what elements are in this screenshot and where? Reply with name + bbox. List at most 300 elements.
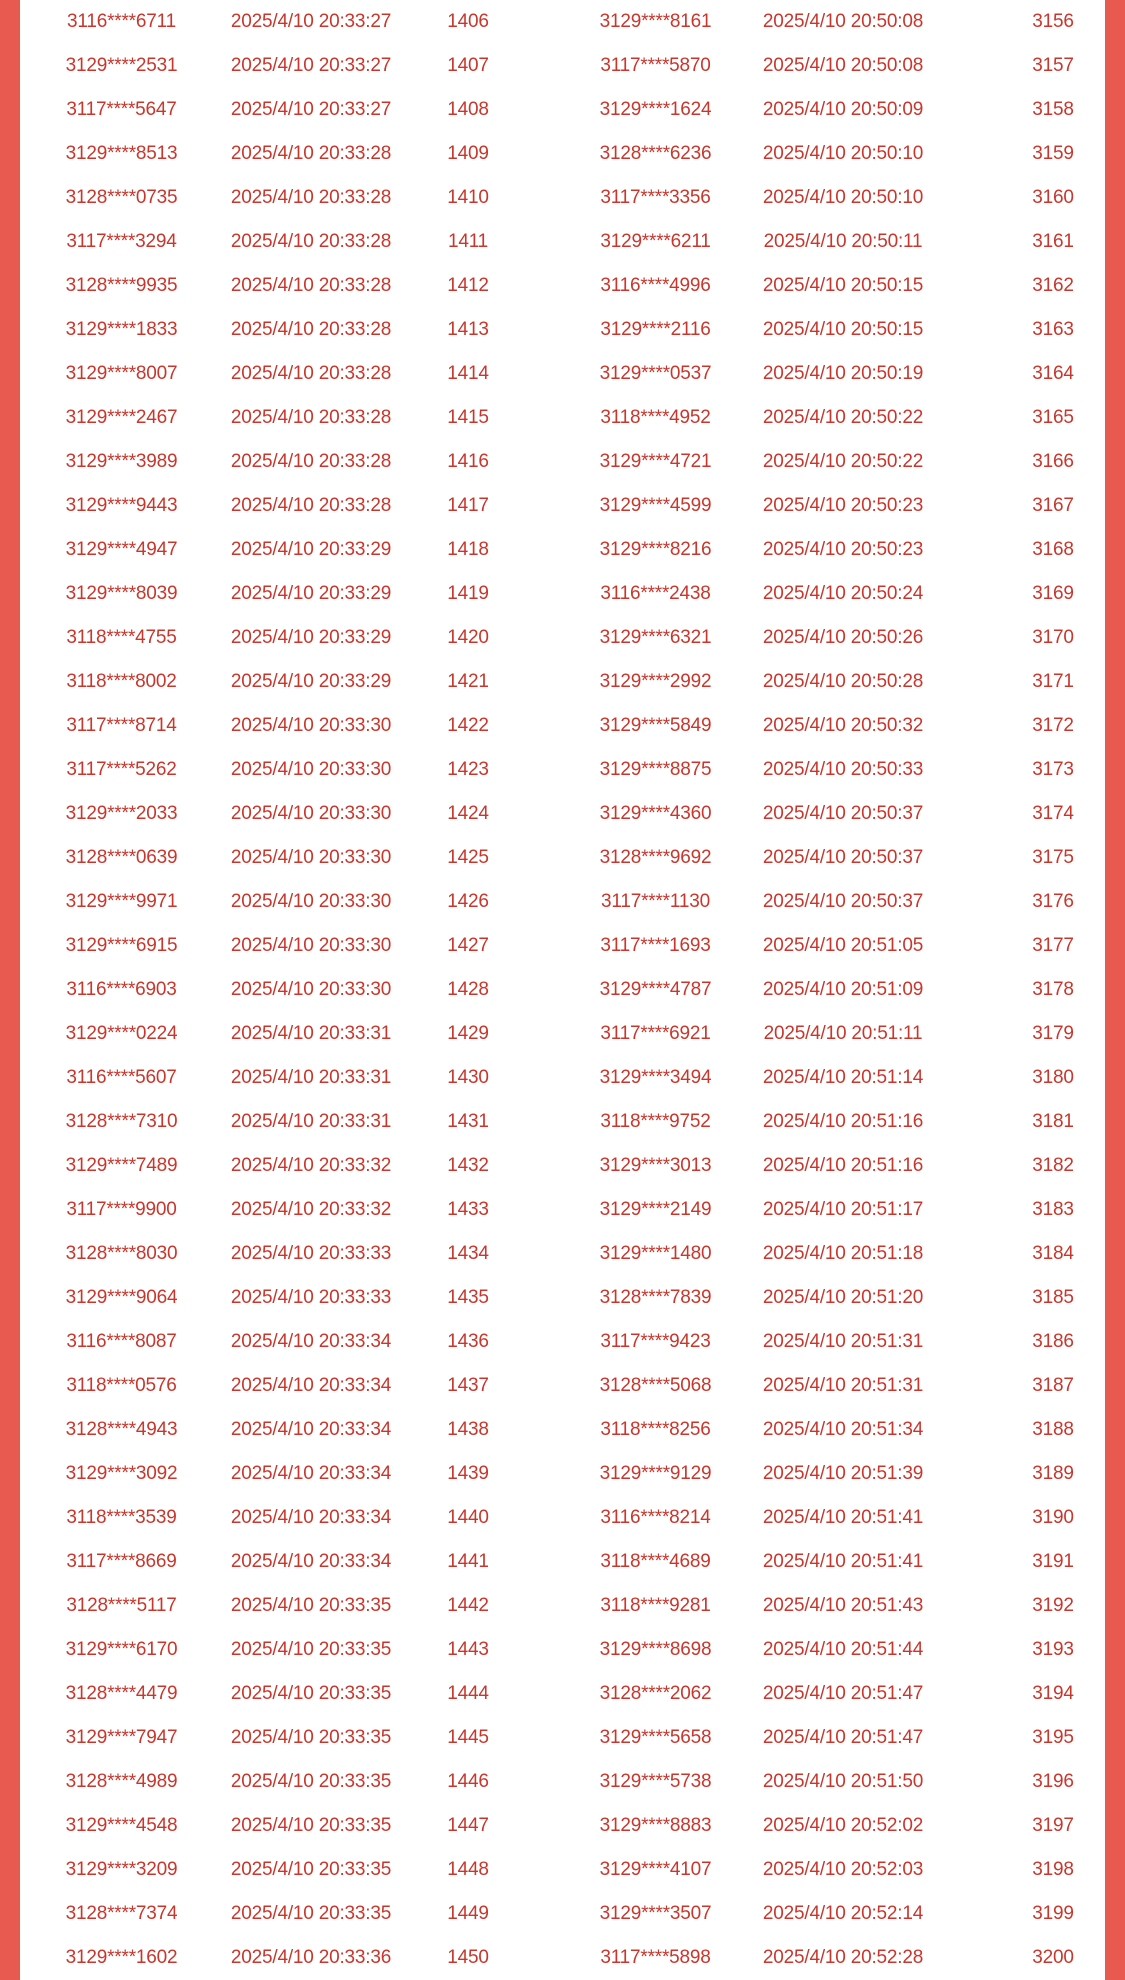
right-user-id: 3129****1480 [599,1243,712,1264]
right-user-id: 3117****9423 [600,1331,711,1352]
left-user-id: 3116****6711 [67,11,176,32]
left-user-id: 3128****8030 [65,1243,178,1264]
left-rank-number: 1425 [447,847,489,868]
table-row [20,836,1105,880]
right-user-id: 3129****4721 [599,451,712,472]
table-row [20,220,1105,264]
right-timestamp: 2025/4/10 20:51:05 [762,935,924,956]
table-row [20,132,1105,176]
left-rank-number: 1424 [447,803,489,824]
table-row [20,660,1105,704]
left-user-id: 3116****6903 [66,979,177,1000]
left-user-id: 3129****4548 [65,1815,178,1836]
left-timestamp: 2025/4/10 20:33:29 [230,583,392,604]
left-user-id: 3117****5647 [66,99,177,120]
left-timestamp: 2025/4/10 20:33:34 [230,1375,392,1396]
table-row [20,1364,1105,1408]
right-timestamp: 2025/4/10 20:51:20 [762,1287,924,1308]
left-rank-number: 1449 [447,1903,489,1924]
left-user-id: 3129****1833 [65,319,178,340]
right-rank-number: 3197 [1032,1815,1074,1836]
left-timestamp: 2025/4/10 20:33:35 [230,1683,392,1704]
table-row [20,572,1105,616]
right-user-id: 3129****6211 [600,231,711,252]
left-user-id: 3129****7947 [65,1727,178,1748]
left-user-id: 3128****5117 [66,1595,177,1616]
right-timestamp: 2025/4/10 20:51:16 [762,1155,924,1176]
right-rank-number: 3185 [1032,1287,1074,1308]
left-timestamp: 2025/4/10 20:33:32 [230,1155,392,1176]
table-row [20,704,1105,748]
left-rank-number: 1413 [447,319,489,340]
right-rank-number: 3162 [1032,275,1074,296]
right-user-id: 3129****3494 [599,1067,712,1088]
right-timestamp: 2025/4/10 20:51:41 [762,1551,924,1572]
right-timestamp: 2025/4/10 20:51:41 [762,1507,924,1528]
left-timestamp: 2025/4/10 20:33:30 [230,979,392,1000]
left-user-id: 3129****6170 [65,1639,178,1660]
left-timestamp: 2025/4/10 20:33:35 [230,1903,392,1924]
left-rank-number: 1410 [447,187,489,208]
table-row [20,1892,1105,1936]
right-user-id: 3129****8698 [599,1639,712,1660]
right-user-id: 3129****4360 [599,803,712,824]
right-timestamp: 2025/4/10 20:50:22 [762,451,924,472]
left-rank-number: 1415 [447,407,489,428]
left-timestamp: 2025/4/10 20:33:31 [230,1023,392,1044]
left-rank-number: 1426 [447,891,489,912]
left-timestamp: 2025/4/10 20:33:31 [230,1067,392,1088]
right-rank-number: 3180 [1032,1067,1074,1088]
results-card [20,0,1105,1980]
right-user-id: 3129****2992 [599,671,712,692]
right-user-id: 3129****0537 [599,363,712,384]
table-row [20,352,1105,396]
right-user-id: 3117****5870 [600,55,711,76]
right-timestamp: 2025/4/10 20:52:14 [762,1903,924,1924]
left-timestamp: 2025/4/10 20:33:30 [230,847,392,868]
left-user-id: 3117****9900 [66,1199,177,1220]
left-user-id: 3129****2033 [65,803,178,824]
right-user-id: 3129****8161 [599,11,712,32]
left-rank-number: 1423 [447,759,489,780]
right-rank-number: 3156 [1032,11,1074,32]
right-timestamp: 2025/4/10 20:51:16 [762,1111,924,1132]
left-user-id: 3118****3539 [66,1507,177,1528]
right-rank-number: 3170 [1032,627,1074,648]
table-row [20,440,1105,484]
left-user-id: 3128****4479 [65,1683,178,1704]
right-rank-number: 3196 [1032,1771,1074,1792]
right-rank-number: 3192 [1032,1595,1074,1616]
right-timestamp: 2025/4/10 20:51:31 [762,1375,924,1396]
left-rank-number: 1447 [447,1815,489,1836]
left-user-id: 3128****7310 [65,1111,178,1132]
table-row [20,264,1105,308]
right-timestamp: 2025/4/10 20:51:09 [762,979,924,1000]
right-user-id: 3118****4689 [600,1551,711,1572]
right-timestamp: 2025/4/10 20:50:15 [762,275,924,296]
table-row [20,1012,1105,1056]
left-timestamp: 2025/4/10 20:33:29 [230,627,392,648]
right-rank-number: 3163 [1032,319,1074,340]
right-user-id: 3129****3507 [599,1903,712,1924]
left-timestamp: 2025/4/10 20:33:33 [230,1243,392,1264]
right-user-id: 3116****2438 [600,583,711,604]
left-user-id: 3117****3294 [66,231,177,252]
table-row [20,1056,1105,1100]
right-rank-number: 3160 [1032,187,1074,208]
right-user-id: 3129****5658 [599,1727,712,1748]
left-rank-number: 1409 [447,143,489,164]
right-timestamp: 2025/4/10 20:52:03 [762,1859,924,1880]
right-rank-number: 3186 [1032,1331,1074,1352]
left-user-id: 3118****4755 [66,627,177,648]
left-timestamp: 2025/4/10 20:33:27 [230,55,392,76]
left-rank-number: 1435 [447,1287,489,1308]
right-timestamp: 2025/4/10 20:51:47 [762,1683,924,1704]
left-user-id: 3117****5262 [66,759,177,780]
right-rank-number: 3182 [1032,1155,1074,1176]
right-timestamp: 2025/4/10 20:50:08 [762,55,924,76]
right-timestamp: 2025/4/10 20:51:47 [762,1727,924,1748]
left-user-id: 3117****8669 [66,1551,177,1572]
left-timestamp: 2025/4/10 20:33:28 [230,275,392,296]
right-user-id: 3129****2149 [599,1199,712,1220]
table-row [20,396,1105,440]
left-rank-number: 1446 [447,1771,489,1792]
table-row [20,1540,1105,1584]
table-row [20,1320,1105,1364]
right-user-id: 3116****4996 [600,275,711,296]
right-user-id: 3128****7839 [599,1287,712,1308]
table-row [20,1672,1105,1716]
right-rank-number: 3176 [1032,891,1074,912]
table-row [20,1276,1105,1320]
left-timestamp: 2025/4/10 20:33:30 [230,891,392,912]
table-row [20,1760,1105,1804]
right-user-id: 3118****9752 [600,1111,711,1132]
table-row [20,1100,1105,1144]
left-rank-number: 1439 [447,1463,489,1484]
table-row [20,1628,1105,1672]
left-timestamp: 2025/4/10 20:33:28 [230,363,392,384]
right-user-id: 3118****9281 [600,1595,711,1616]
left-rank-number: 1418 [447,539,489,560]
left-rank-number: 1428 [447,979,489,1000]
right-rank-number: 3189 [1032,1463,1074,1484]
table-row [20,1408,1105,1452]
left-user-id: 3128****0639 [65,847,178,868]
left-rank-number: 1443 [447,1639,489,1660]
table-row [20,44,1105,88]
left-timestamp: 2025/4/10 20:33:30 [230,759,392,780]
right-rank-number: 3167 [1032,495,1074,516]
right-timestamp: 2025/4/10 20:51:44 [762,1639,924,1660]
right-user-id: 3128****2062 [599,1683,712,1704]
right-rank-number: 3172 [1032,715,1074,736]
left-user-id: 3129****7489 [65,1155,178,1176]
right-user-id: 3116****8214 [600,1507,711,1528]
left-timestamp: 2025/4/10 20:33:29 [230,539,392,560]
left-user-id: 3116****8087 [66,1331,177,1352]
right-user-id: 3117****1130 [601,891,710,912]
left-timestamp: 2025/4/10 20:33:34 [230,1331,392,1352]
right-timestamp: 2025/4/10 20:51:43 [762,1595,924,1616]
right-user-id: 3128****9692 [599,847,712,868]
table-row [20,0,1105,44]
right-timestamp: 2025/4/10 20:52:28 [762,1947,924,1968]
left-user-id: 3118****0576 [66,1375,177,1396]
right-timestamp: 2025/4/10 20:50:23 [762,495,924,516]
left-user-id: 3129****9064 [65,1287,178,1308]
left-rank-number: 1437 [447,1375,489,1396]
left-timestamp: 2025/4/10 20:33:36 [230,1947,392,1968]
right-timestamp: 2025/4/10 20:50:28 [762,671,924,692]
left-rank-number: 1420 [447,627,489,648]
right-timestamp: 2025/4/10 20:50:26 [762,627,924,648]
left-rank-number: 1448 [447,1859,489,1880]
right-timestamp: 2025/4/10 20:51:18 [762,1243,924,1264]
left-timestamp: 2025/4/10 20:33:34 [230,1551,392,1572]
right-rank-number: 3178 [1032,979,1074,1000]
table-row [20,748,1105,792]
right-rank-number: 3168 [1032,539,1074,560]
right-rank-number: 3199 [1032,1903,1074,1924]
right-timestamp: 2025/4/10 20:51:39 [762,1463,924,1484]
left-user-id: 3128****7374 [65,1903,178,1924]
right-timestamp: 2025/4/10 20:50:11 [763,231,923,252]
left-user-id: 3129****8039 [65,583,178,604]
right-user-id: 3129****3013 [599,1155,712,1176]
table-row [20,528,1105,572]
table-row [20,1848,1105,1892]
table-row [20,616,1105,660]
right-user-id: 3128****6236 [599,143,712,164]
left-timestamp: 2025/4/10 20:33:35 [230,1771,392,1792]
right-timestamp: 2025/4/10 20:50:22 [762,407,924,428]
right-timestamp: 2025/4/10 20:51:11 [763,1023,923,1044]
right-user-id: 3129****1624 [599,99,712,120]
left-timestamp: 2025/4/10 20:33:34 [230,1463,392,1484]
table-row [20,1804,1105,1848]
left-rank-number: 1432 [447,1155,489,1176]
left-timestamp: 2025/4/10 20:33:35 [230,1639,392,1660]
right-user-id: 3129****9129 [599,1463,712,1484]
left-rank-number: 1438 [447,1419,489,1440]
left-user-id: 3128****9935 [65,275,178,296]
left-timestamp: 2025/4/10 20:33:28 [230,143,392,164]
left-user-id: 3129****0224 [65,1023,178,1044]
right-rank-number: 3179 [1032,1023,1074,1044]
left-timestamp: 2025/4/10 20:33:28 [230,231,392,252]
left-user-id: 3129****2467 [65,407,178,428]
left-rank-number: 1436 [447,1331,489,1352]
right-user-id: 3129****2116 [600,319,711,340]
left-user-id: 3129****9971 [65,891,178,912]
left-rank-number: 1450 [447,1947,489,1968]
right-rank-number: 3188 [1032,1419,1074,1440]
right-rank-number: 3184 [1032,1243,1074,1264]
left-rank-number: 1434 [447,1243,489,1264]
right-user-id: 3117****3356 [600,187,711,208]
right-timestamp: 2025/4/10 20:51:50 [762,1771,924,1792]
right-timestamp: 2025/4/10 20:50:19 [762,363,924,384]
right-user-id: 3129****8216 [599,539,712,560]
table-row [20,1496,1105,1540]
right-rank-number: 3165 [1032,407,1074,428]
left-timestamp: 2025/4/10 20:33:34 [230,1419,392,1440]
right-rank-number: 3194 [1032,1683,1074,1704]
left-rank-number: 1421 [447,671,489,692]
left-timestamp: 2025/4/10 20:33:28 [230,495,392,516]
right-user-id: 3118****4952 [600,407,711,428]
left-timestamp: 2025/4/10 20:33:34 [230,1507,392,1528]
table-row [20,1452,1105,1496]
table-row [20,1584,1105,1628]
left-timestamp: 2025/4/10 20:33:28 [230,319,392,340]
table-row [20,1936,1105,1980]
left-timestamp: 2025/4/10 20:33:27 [230,99,392,120]
left-rank-number: 1429 [447,1023,489,1044]
left-user-id: 3129****3209 [65,1859,178,1880]
left-rank-number: 1445 [447,1727,489,1748]
right-timestamp: 2025/4/10 20:50:37 [762,847,924,868]
left-user-id: 3129****8513 [65,143,178,164]
table-row [20,176,1105,220]
table-row [20,924,1105,968]
right-rank-number: 3175 [1032,847,1074,868]
right-timestamp: 2025/4/10 20:50:37 [762,803,924,824]
left-rank-number: 1416 [447,451,489,472]
right-timestamp: 2025/4/10 20:50:08 [762,11,924,32]
table-row [20,1188,1105,1232]
right-timestamp: 2025/4/10 20:50:09 [762,99,924,120]
left-rank-number: 1422 [447,715,489,736]
right-timestamp: 2025/4/10 20:50:10 [762,187,924,208]
table-row [20,484,1105,528]
left-rank-number: 1431 [447,1111,489,1132]
right-timestamp: 2025/4/10 20:50:32 [762,715,924,736]
left-rank-number: 1427 [447,935,489,956]
left-timestamp: 2025/4/10 20:33:33 [230,1287,392,1308]
right-rank-number: 3166 [1032,451,1074,472]
right-user-id: 3117****5898 [600,1947,711,1968]
left-rank-number: 1444 [447,1683,489,1704]
right-timestamp: 2025/4/10 20:52:02 [762,1815,924,1836]
left-user-id: 3128****4989 [65,1771,178,1792]
right-timestamp: 2025/4/10 20:50:37 [762,891,924,912]
left-rank-number: 1441 [447,1551,489,1572]
right-timestamp: 2025/4/10 20:50:33 [762,759,924,780]
left-rank-number: 1414 [447,363,489,384]
left-rank-number: 1411 [447,231,489,252]
table-row [20,88,1105,132]
left-timestamp: 2025/4/10 20:33:35 [230,1595,392,1616]
table-row [20,1232,1105,1276]
left-rank-number: 1440 [447,1507,489,1528]
right-user-id: 3129****4107 [599,1859,712,1880]
results-table [20,0,1105,1980]
right-rank-number: 3164 [1032,363,1074,384]
right-rank-number: 3158 [1032,99,1074,120]
right-rank-number: 3200 [1032,1947,1074,1968]
left-timestamp: 2025/4/10 20:33:30 [230,935,392,956]
left-rank-number: 1412 [447,275,489,296]
right-timestamp: 2025/4/10 20:51:34 [762,1419,924,1440]
left-timestamp: 2025/4/10 20:33:32 [230,1199,392,1220]
left-user-id: 3116****5607 [66,1067,177,1088]
right-rank-number: 3171 [1032,671,1074,692]
left-user-id: 3129****3989 [65,451,178,472]
left-rank-number: 1430 [447,1067,489,1088]
right-timestamp: 2025/4/10 20:51:31 [762,1331,924,1352]
right-rank-number: 3190 [1032,1507,1074,1528]
table-row [20,1144,1105,1188]
right-rank-number: 3195 [1032,1727,1074,1748]
left-timestamp: 2025/4/10 20:33:35 [230,1859,392,1880]
right-rank-number: 3181 [1032,1111,1074,1132]
left-user-id: 3129****2531 [65,55,178,76]
right-user-id: 3129****5738 [599,1771,712,1792]
right-rank-number: 3187 [1032,1375,1074,1396]
left-timestamp: 2025/4/10 20:33:28 [230,451,392,472]
right-user-id: 3128****5068 [599,1375,712,1396]
right-timestamp: 2025/4/10 20:50:23 [762,539,924,560]
right-rank-number: 3174 [1032,803,1074,824]
right-user-id: 3129****6321 [599,627,712,648]
right-timestamp: 2025/4/10 20:50:15 [762,319,924,340]
left-rank-number: 1406 [447,11,489,32]
right-user-id: 3117****6921 [600,1023,711,1044]
left-timestamp: 2025/4/10 20:33:28 [230,187,392,208]
left-rank-number: 1417 [447,495,489,516]
right-timestamp: 2025/4/10 20:51:14 [762,1067,924,1088]
left-rank-number: 1408 [447,99,489,120]
left-timestamp: 2025/4/10 20:33:27 [230,11,392,32]
right-timestamp: 2025/4/10 20:50:10 [762,143,924,164]
table-row [20,792,1105,836]
right-rank-number: 3198 [1032,1859,1074,1880]
table-row [20,968,1105,1012]
right-user-id: 3129****5849 [599,715,712,736]
left-timestamp: 2025/4/10 20:33:28 [230,407,392,428]
right-rank-number: 3177 [1032,935,1074,956]
right-rank-number: 3183 [1032,1199,1074,1220]
table-row [20,308,1105,352]
left-user-id: 3129****6915 [65,935,178,956]
left-rank-number: 1419 [447,583,489,604]
left-user-id: 3129****8007 [65,363,178,384]
left-timestamp: 2025/4/10 20:33:35 [230,1815,392,1836]
left-user-id: 3129****4947 [65,539,178,560]
left-user-id: 3117****8714 [66,715,177,736]
right-rank-number: 3173 [1032,759,1074,780]
right-rank-number: 3159 [1032,143,1074,164]
right-user-id: 3129****4787 [599,979,712,1000]
left-user-id: 3118****8002 [66,671,177,692]
left-user-id: 3129****9443 [65,495,178,516]
right-timestamp: 2025/4/10 20:51:17 [762,1199,924,1220]
right-rank-number: 3191 [1032,1551,1074,1572]
table-row [20,1716,1105,1760]
left-rank-number: 1407 [447,55,489,76]
left-user-id: 3128****4943 [65,1419,178,1440]
left-user-id: 3129****3092 [65,1463,178,1484]
left-timestamp: 2025/4/10 20:33:35 [230,1727,392,1748]
right-rank-number: 3157 [1032,55,1074,76]
right-rank-number: 3161 [1032,231,1074,252]
